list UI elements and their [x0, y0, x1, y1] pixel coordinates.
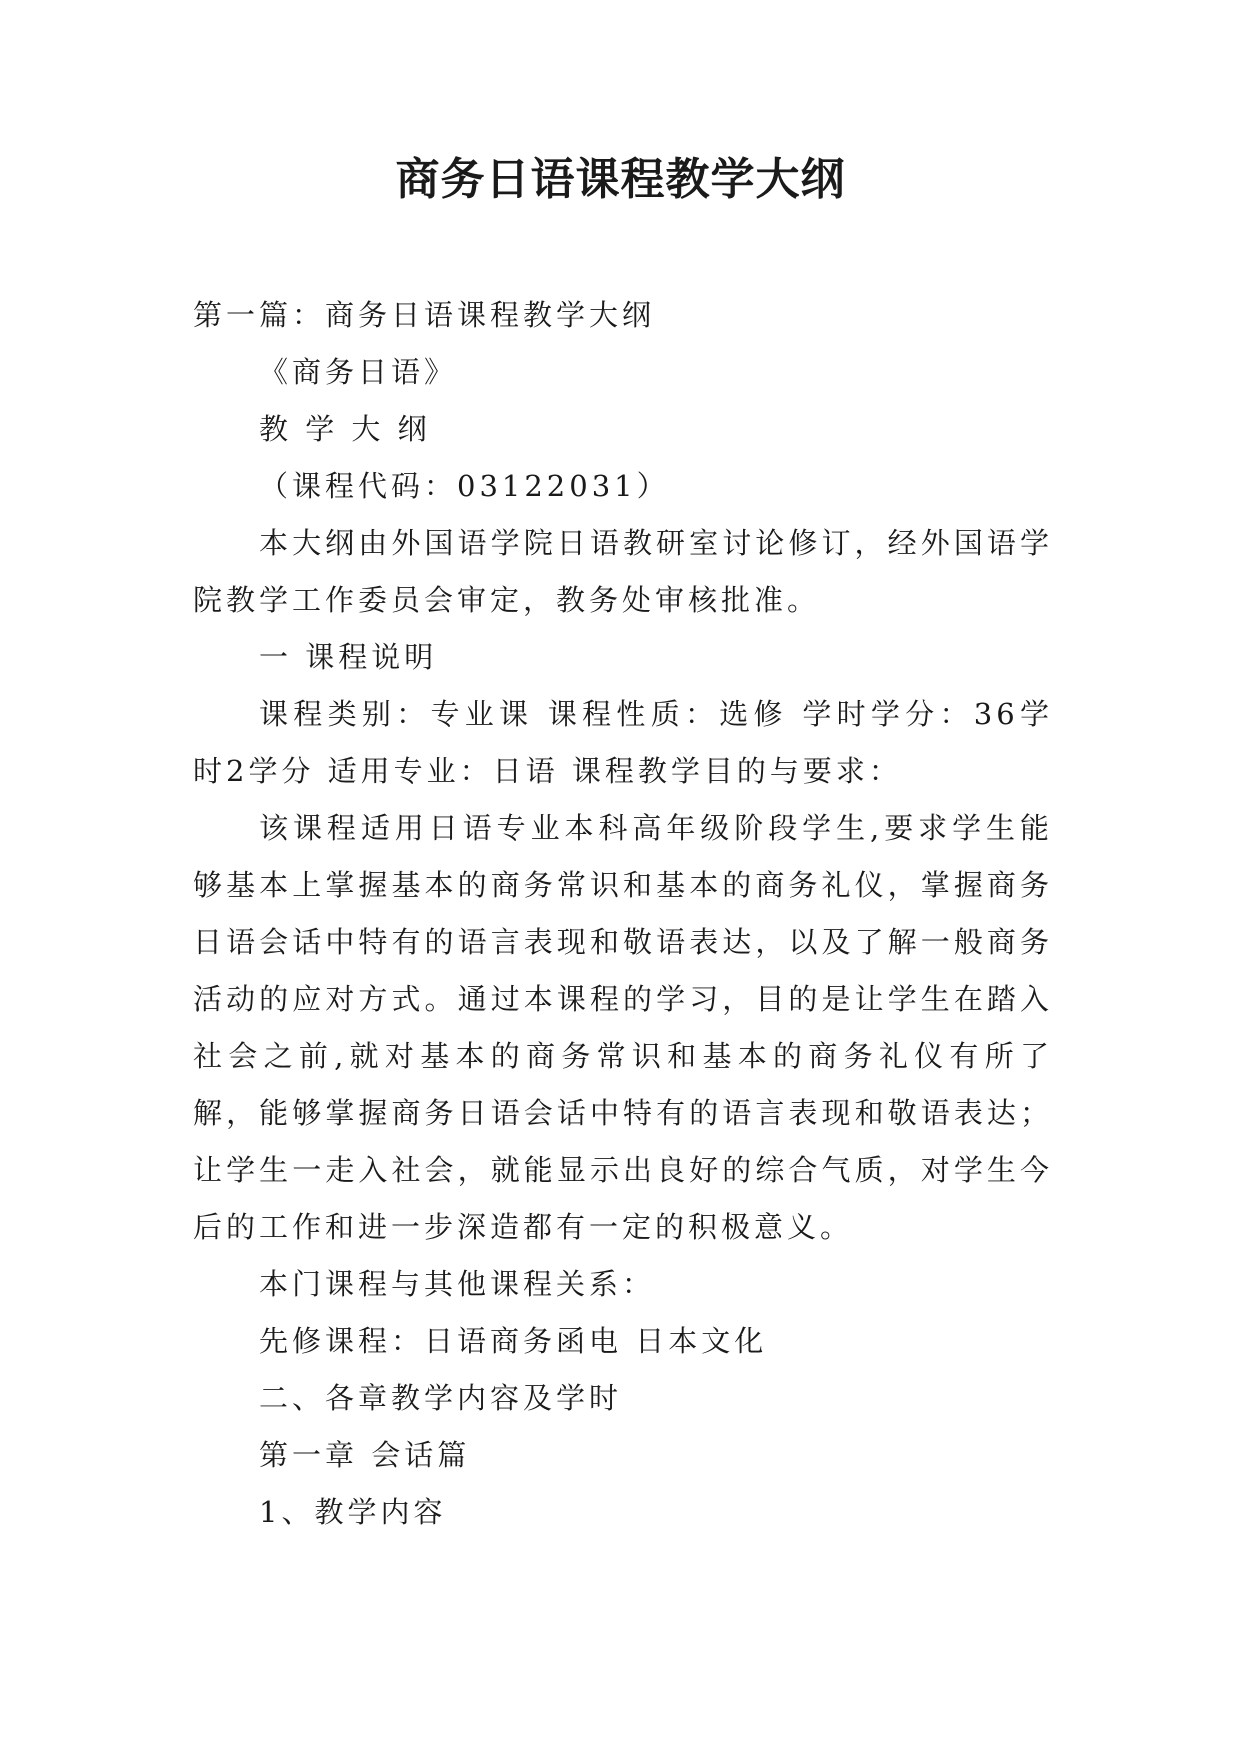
paragraph-prerequisites: 先修课程：日语商务函电 日本文化: [259, 1324, 768, 1358]
paragraph-syllabus-label: 教 学 大 纲: [259, 412, 431, 446]
paragraph-approval: 本大纲由外国语学院日语教研室讨论修订，经外国语学院教学工作委员会审定，教务处审核批准。: [193, 526, 1053, 617]
document-body: [193, 287, 1053, 1541]
paragraph-course-info: 课程类别：专业课 课程性质：选修 学时学分：36学时2学分 适用专业：日语 课程教学目的与要求：: [193, 697, 1053, 788]
section-heading-chapter-content: 二、各章教学内容及学时: [259, 1381, 623, 1415]
paragraph-course-name: 《商务日语》: [259, 355, 458, 389]
document-title: 商务日语课程教学大纲: [395, 154, 846, 205]
paragraph-course-code: （课程代码：03122031）: [259, 469, 670, 503]
paragraph-course-relations: 本门课程与其他课程关系：: [259, 1267, 656, 1301]
section-heading-course-description: 一 课程说明: [259, 640, 438, 674]
paragraph-part-heading: 第一篇：商务日语课程教学大纲: [193, 298, 656, 332]
chapter-heading: 第一章 会话篇: [259, 1438, 471, 1472]
subsection-heading: 1、教学内容: [259, 1495, 447, 1529]
paragraph-course-objectives: 该课程适用日语专业本科高年级阶段学生,要求学生能够基本上掌握基本的商务常识和基本的商务礼仪，掌握商务日语会话中特有的语言表现和敬语表达，以及了解一般商务活动的应对方式。通过本课程的学习，目的是让学生在踏入社会之前,就对基本的商务常识和基本的商务礼仪有所了解，能够掌握商务日语会话中特有的语言表现和敬语表达；让学生一走入社会，就能显示出良好的综合气质，对学生今后的工作和进一步深造都有一定的积极意义。: [193, 811, 1053, 1244]
